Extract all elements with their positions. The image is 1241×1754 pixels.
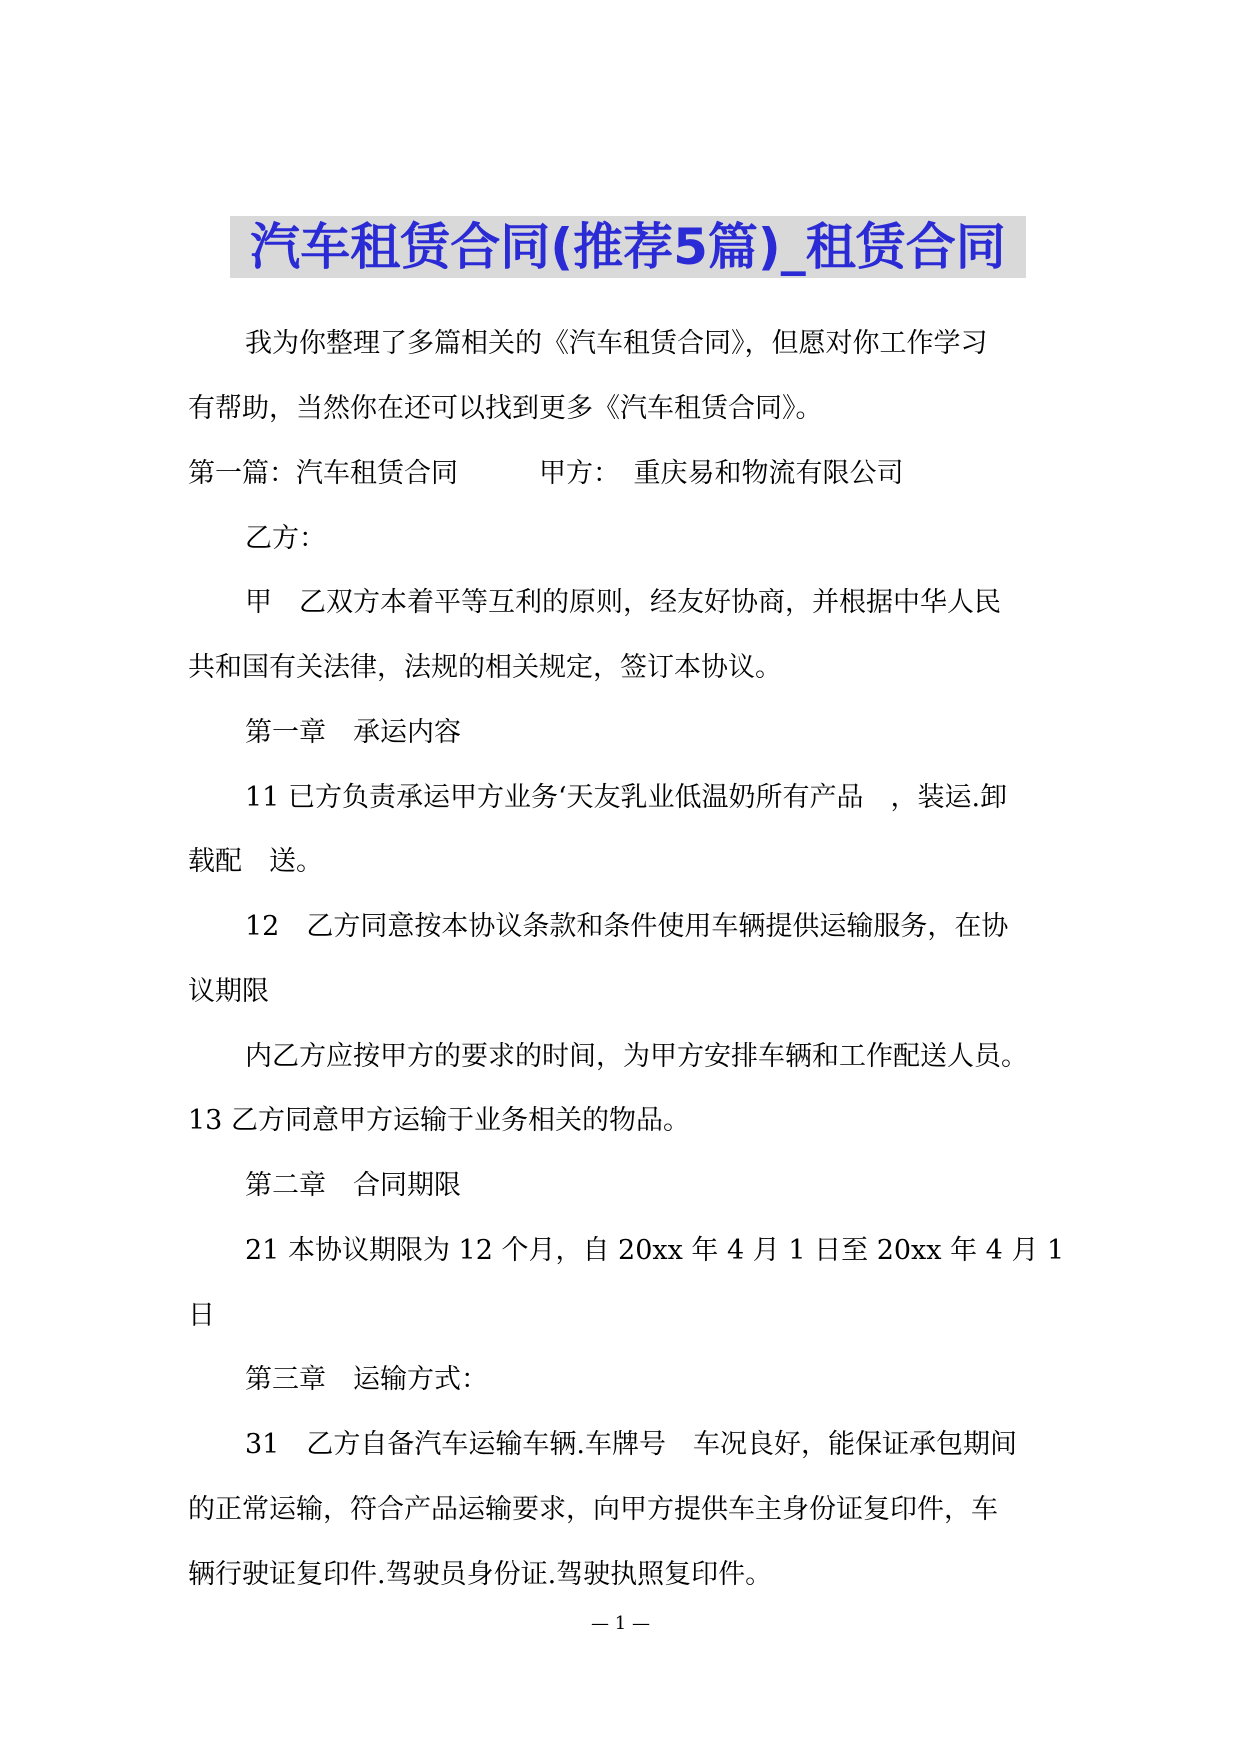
chapter-heading: 第三章 运输方式：	[245, 1364, 488, 1395]
paragraph-line: 的正常运输，符合产品运输要求，向甲方提供车主身份证复印件，车	[188, 1494, 998, 1525]
chapter-heading: 第二章 合同期限	[245, 1170, 461, 1201]
paragraph-line: 有帮助，当然你在还可以找到更多《汽车租赁合同》。	[188, 393, 823, 424]
paragraph-line: 21 本协议期限为 12 个月，自 20xx 年 4 月 1 日至 20xx 年 4 月 1	[245, 1235, 1065, 1266]
paragraph-line: 第一篇：汽车租赁合同 甲方： 重庆易和物流有限公司	[188, 458, 904, 489]
paragraph-line: 13 乙方同意甲方运输于业务相关的物品。	[188, 1105, 690, 1136]
paragraph-line: 12 乙方同意按本协议条款和条件使用车辆提供运输服务，在协	[245, 911, 1009, 942]
chapter-heading: 第一章 承运内容	[245, 717, 461, 748]
document-title: 汽车租赁合同(推荐5篇)_租赁合同	[250, 218, 1006, 276]
paragraph-line: 我为你整理了多篇相关的《汽车租赁合同》，但愿对你工作学习	[245, 328, 988, 359]
page-number: — 1 —	[591, 1613, 650, 1634]
paragraph-line: 11 已方负责承运甲方业务‘天友乳业低温奶所有产品 ，装运.卸	[245, 782, 1008, 813]
paragraph-line: 辆行驶证复印件.驾驶员身份证.驾驶执照复印件。	[188, 1559, 773, 1590]
paragraph-line: 内乙方应按甲方的要求的时间，为甲方安排车辆和工作配送人员。	[245, 1041, 1028, 1072]
paragraph-line: 议期限	[188, 976, 269, 1007]
paragraph-line: 载配 送。	[188, 846, 323, 877]
paragraph-line: 31 乙方自备汽车运输车辆.车牌号 车况良好，能保证承包期间	[245, 1429, 1017, 1460]
paragraph-line: 共和国有关法律，法规的相关规定，签订本协议。	[188, 652, 782, 683]
paragraph-line: 乙方：	[245, 523, 326, 554]
paragraph-line: 甲 乙双方本着平等互利的原则，经友好协商，并根据中华人民	[245, 587, 1001, 618]
paragraph-line: 日	[188, 1300, 215, 1331]
